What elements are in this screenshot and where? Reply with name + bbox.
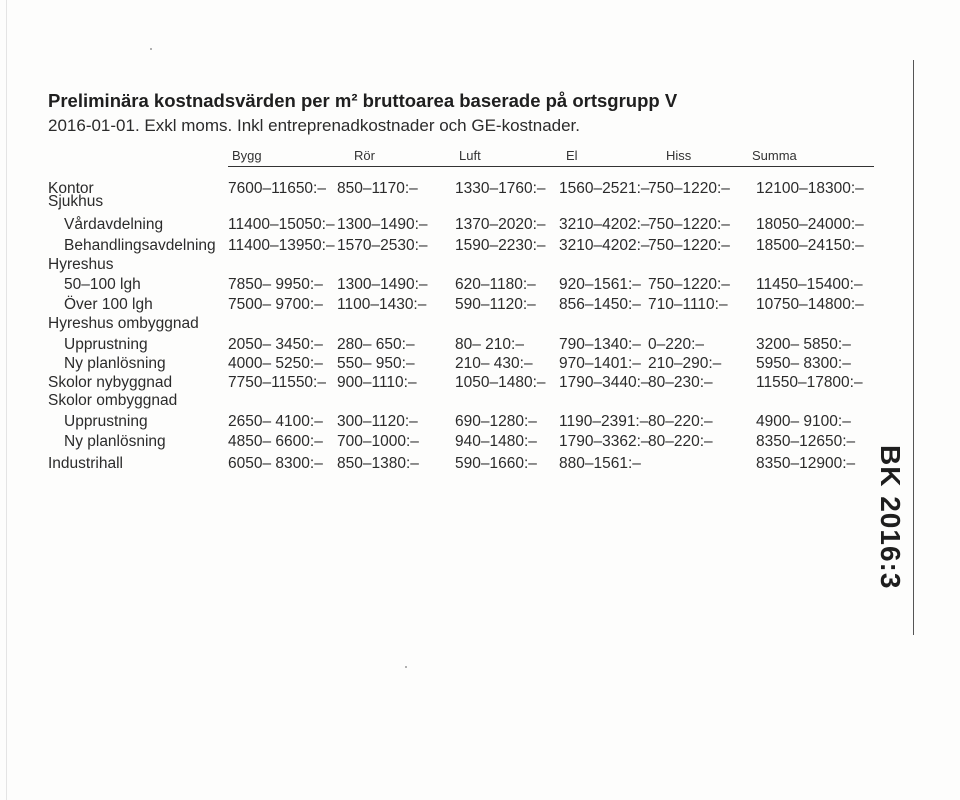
header-luft: Luft (459, 148, 481, 163)
table-row (0, 336, 900, 356)
cell-summa: 18500–24150:– (756, 237, 864, 254)
cell-luft: 690–1280:– (455, 413, 537, 430)
cell-summa: 4900– 9100:– (756, 413, 851, 430)
row-label: Ny planlösning (64, 433, 166, 450)
cell-bygg: 6050– 8300:– (228, 455, 323, 472)
cell-summa: 10750–14800:– (756, 296, 864, 313)
row-label: Upprustning (64, 336, 148, 353)
cell-hiss: 0–220:– (648, 336, 705, 353)
table-row (0, 455, 900, 475)
cell-ror: 280– 650:– (337, 336, 415, 353)
cell-luft: 940–1480:– (455, 433, 537, 450)
header-summa: Summa (752, 148, 797, 163)
cell-ror: 300–1120:– (337, 413, 418, 430)
header-ror: Rör (354, 148, 375, 163)
scan-speck (405, 666, 407, 668)
table-row (0, 433, 900, 453)
page-title (48, 90, 677, 112)
page-right-rule (913, 60, 914, 635)
cell-ror: 900–1110:– (337, 374, 417, 391)
cell-ror: 850–1170:– (337, 180, 418, 197)
cell-luft: 590–1660:– (455, 455, 537, 472)
table-row (0, 216, 900, 236)
table-row (0, 296, 900, 316)
title-text: Preliminära kostnadsvärden per m² bruttoarea baserade på ortsgrupp V (48, 90, 678, 111)
cell-hiss: 750–1220:– (648, 216, 730, 233)
row-label: Över 100 lgh (64, 296, 153, 313)
cell-summa: 11450–15400:– (756, 276, 863, 293)
table-row (0, 355, 900, 375)
cell-luft: 1330–1760:– (455, 180, 546, 197)
cell-summa: 3200– 5850:– (756, 336, 851, 353)
cell-ror: 1100–1430:– (337, 296, 427, 313)
cell-luft: 590–1120:– (455, 296, 536, 313)
cell-hiss: 750–1220:– (648, 180, 730, 197)
table-row (0, 276, 900, 296)
table-row (0, 413, 900, 433)
cell-bygg: 7750–11550:– (228, 374, 326, 391)
cell-hiss: 710–1110:– (648, 296, 728, 313)
row-label: Skolor nybyggnad (48, 374, 173, 391)
cell-bygg: 7850– 9950:– (228, 276, 323, 293)
cell-el: 856–1450:– (559, 296, 641, 313)
cell-ror: 1300–1490:– (337, 276, 428, 293)
cell-bygg: 4000– 5250:– (228, 355, 323, 372)
table-row (0, 256, 900, 276)
cell-hiss: 210–290:– (648, 355, 722, 372)
cell-el: 970–1401:– (559, 355, 641, 372)
table-row (0, 237, 900, 257)
cell-hiss: 80–220:– (648, 413, 713, 430)
cell-summa: 18050–24000:– (756, 216, 864, 233)
group-label: Hyreshus ombyggnad (48, 315, 199, 332)
cell-el: 1560–2521:– (559, 180, 650, 197)
cell-bygg: 7600–11650:– (228, 180, 326, 197)
cell-ror: 1570–2530:– (337, 237, 428, 254)
cell-bygg: 4850– 6600:– (228, 433, 323, 450)
cell-summa: 5950– 8300:– (756, 355, 851, 372)
cell-luft: 1370–2020:– (455, 216, 546, 233)
cell-bygg: 2050– 3450:– (228, 336, 323, 353)
cell-bygg: 7500– 9700:– (228, 296, 323, 313)
cell-luft: 1050–1480:– (455, 374, 546, 391)
header-bygg: Bygg (232, 148, 262, 163)
group-label: Skolor ombyggnad (48, 392, 178, 409)
row-label: Upprustning (64, 413, 148, 430)
cell-luft: 620–1180:– (455, 276, 536, 293)
cell-ror: 550– 950:– (337, 355, 415, 372)
cell-bygg: 11400–15050:– (228, 216, 335, 233)
scan-speck (150, 48, 152, 50)
row-label: 50–100 lgh (64, 276, 141, 293)
cell-bygg: 2650– 4100:– (228, 413, 323, 430)
table-row (0, 315, 900, 335)
cell-hiss: 750–1220:– (648, 237, 730, 254)
cell-el: 1790–3362:– (559, 433, 650, 450)
table-row (0, 193, 900, 213)
cell-el: 920–1561:– (559, 276, 641, 293)
cell-el: 3210–4202:– (559, 216, 650, 233)
cell-bygg: 11400–13950:– (228, 237, 335, 254)
table-row (0, 374, 900, 394)
header-el: El (566, 148, 578, 163)
page-subtitle: 2016-01-01. Exkl moms. Inkl entreprenadkostnader och GE-kostnader. (48, 116, 581, 135)
cell-summa: 11550–17800:– (756, 374, 863, 391)
cell-hiss: 80–230:– (648, 374, 713, 391)
group-label: Sjukhus (48, 193, 104, 210)
cell-ror: 1300–1490:– (337, 216, 428, 233)
cell-ror: 700–1000:– (337, 433, 419, 450)
cell-el: 3210–4202:– (559, 237, 650, 254)
row-label: Behandlingsavdelning (64, 237, 216, 254)
cell-el: 790–1340:– (559, 336, 641, 353)
cell-hiss: 750–1220:– (648, 276, 730, 293)
cell-summa: 12100–18300:– (756, 180, 864, 197)
header-hiss: Hiss (666, 148, 692, 163)
cell-luft: 210– 430:– (455, 355, 533, 372)
document-code: BK 2016:3 (875, 445, 906, 590)
cell-ror: 850–1380:– (337, 455, 419, 472)
cell-summa: 8350–12900:– (756, 455, 856, 472)
row-label: Industrihall (48, 455, 123, 472)
cell-hiss: 80–220:– (648, 433, 713, 450)
cell-summa: 8350–12650:– (756, 433, 856, 450)
cell-luft: 1590–2230:– (455, 237, 546, 254)
table-row (0, 392, 900, 412)
cell-luft: 80– 210:– (455, 336, 524, 353)
group-label: Hyreshus (48, 256, 114, 273)
cell-el: 1190–2391:– (559, 413, 649, 430)
header-rule (228, 166, 874, 167)
row-label: Ny planlösning (64, 355, 166, 372)
cell-el: 880–1561:– (559, 455, 641, 472)
row-label: Kontor (48, 180, 94, 197)
cell-el: 1790–3440:– (559, 374, 650, 391)
row-label: Vårdavdelning (64, 216, 164, 233)
